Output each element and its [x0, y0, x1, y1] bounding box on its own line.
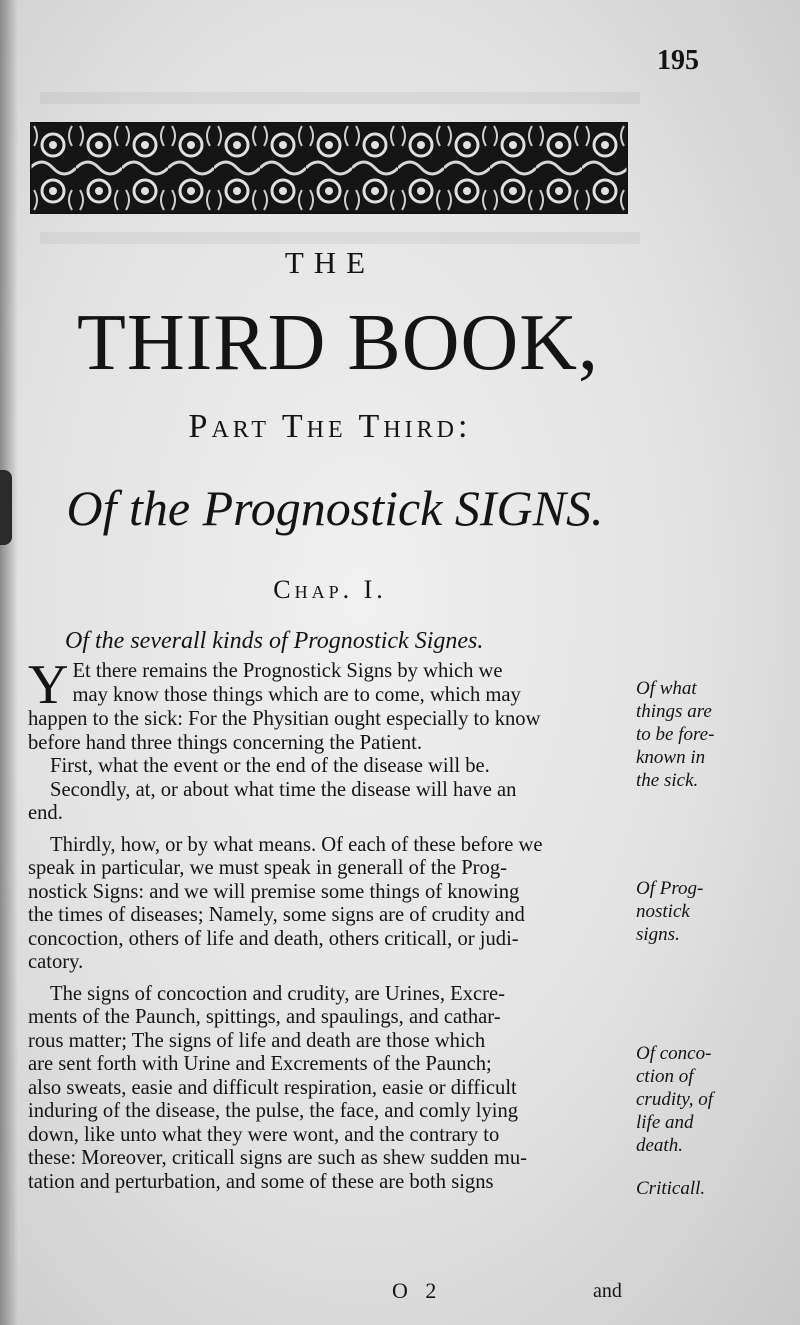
part-title: Part The Third:	[188, 408, 472, 445]
text-line: catory.	[28, 951, 84, 973]
margin-note-line: Of conco-	[636, 1043, 712, 1064]
margin-note	[636, 1177, 786, 1200]
page-number: 195	[657, 45, 699, 76]
text-line: nostick Signs: and we will premise some things of knowing	[28, 880, 520, 903]
body-text	[28, 654, 638, 1194]
margin-note	[636, 1042, 786, 1157]
show-through-text	[40, 92, 640, 104]
drop-cap: Y	[28, 654, 69, 716]
show-through-text	[40, 232, 640, 244]
margin-note	[636, 677, 786, 792]
margin-note-line: known in	[636, 747, 706, 768]
margin-note-line: to be fore-	[636, 724, 715, 745]
margin-note-line: Criticall.	[636, 1178, 706, 1199]
section-title: Of the Prognostick SIGNS.	[66, 480, 604, 536]
margin-note-line: nostick	[636, 901, 690, 922]
text-line: the times of diseases; Namely, some signs are of crudity and	[28, 904, 525, 926]
gutter-shadow	[0, 0, 18, 1325]
text-line: ments of the Paunch, spittings, and spaulings, and cathar-	[28, 1006, 501, 1028]
text-line: tation and perturbation, and some of these are both signs	[28, 1170, 494, 1193]
text-line: down, like unto what they were wont, and the contrary to	[28, 1123, 500, 1146]
book-title: THIRD BOOK,	[76, 299, 600, 387]
text-line: Et there remains the Prognostick Signs by which we	[72, 660, 503, 682]
text-line: speak in particular, we must speak in generall of the Prog-	[28, 857, 507, 879]
catchword: and	[593, 1280, 622, 1302]
margin-note-line: death.	[636, 1135, 683, 1156]
printer-signature: O 2	[392, 1278, 443, 1303]
text-line: Secondly, at, or about what time the disease will have an	[50, 778, 517, 801]
chapter-subtitle: Of the severall kinds of Prognostick Signes.	[65, 628, 484, 654]
woodcut-ornament-band	[30, 122, 628, 214]
text-line: these: Moreover, criticall signs are such as shew sudden mu-	[28, 1147, 528, 1169]
margin-note-line: Of what	[636, 678, 697, 699]
margin-note-line: life and	[636, 1112, 694, 1133]
text-line: The signs of concoction and crudity, are Urines, Excre-	[50, 982, 505, 1005]
margin-note-line: things are	[636, 701, 712, 722]
text-line: also sweats, easie and difficult respiration, easie or difficult	[28, 1076, 517, 1099]
text-line: concoction, others of life and death, others criticall, or judi-	[28, 927, 519, 950]
margin-note-line: signs.	[636, 924, 680, 945]
margin-note-line: crudity, of	[636, 1089, 714, 1110]
text-line: may know those things which are to come, which may	[72, 683, 521, 706]
pre-title: THE	[284, 245, 376, 280]
text-line: before hand three things concerning the Patient.	[28, 731, 423, 754]
text-line: end.	[28, 802, 63, 824]
page-edge-tab	[0, 470, 12, 545]
margin-note-line: ction of	[636, 1066, 694, 1087]
margin-note-line: Of Prog-	[636, 878, 704, 899]
text-line: are sent forth with Urine and Excrements of the Paunch;	[28, 1053, 492, 1075]
text-line: Thirdly, how, or by what means. Of each of these before we	[50, 833, 543, 856]
margin-note	[636, 877, 786, 946]
text-line: First, what the event or the end of the disease will be.	[50, 755, 490, 777]
margin-note-line: the sick.	[636, 770, 699, 791]
text-line: rous matter; The signs of life and death are those which	[28, 1029, 486, 1052]
text-line: induring of the disease, the pulse, the face, and comly lying	[28, 1100, 519, 1122]
chapter-heading: Chap. I.	[273, 575, 387, 604]
text-line: happen to the sick: For the Physitian ought especially to know	[28, 708, 541, 730]
